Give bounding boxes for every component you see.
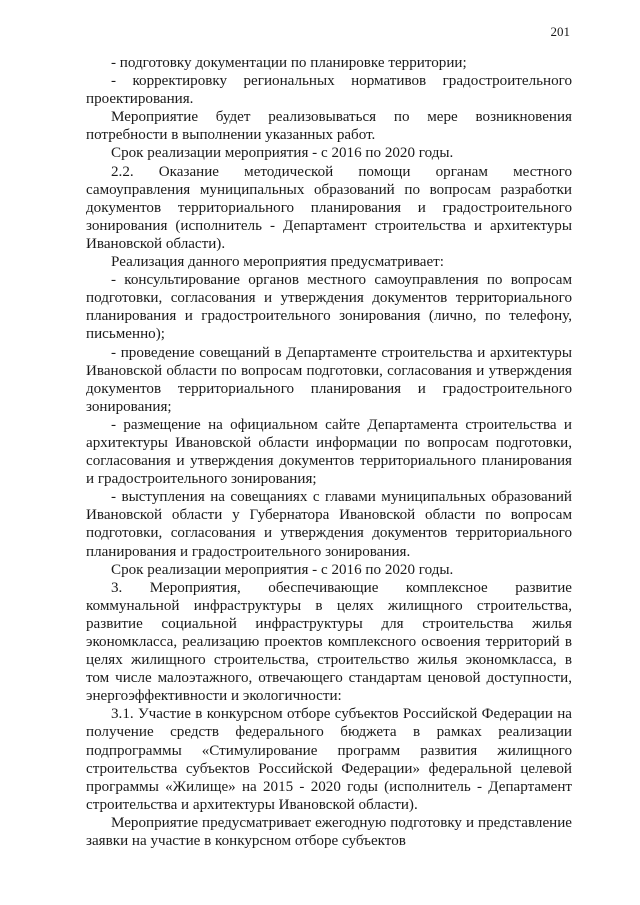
paragraph: Мероприятие будет реализовываться по мере возникновения потребности в выполнении указанных работ. [86,109,572,144]
paragraph: Срок реализации мероприятия - с 2016 по 2020 годы. [111,145,454,162]
paragraph: - консультирование органов местного самоуправления по вопросам подготовки, согласования и утверждения документов территориального планирования и градостроительного зонирования (лично, по телефону, письменно); [86,272,572,343]
paragraph: 3.1. Участие в конкурсном отборе субъектов Российской Федерации на получение средств федерального бюджета в рамках реализации подпрограммы «Стимулирование программ развития жилищного строительства субъектов Российской Федерации» федеральной целевой программы «Жилище» на 2015 - 2020 годы (исполнитель - Департамент строительства и архитектуры Ивановской области). [86,706,572,813]
document-body [86,54,572,850]
page-number: 201 [550,24,570,39]
paragraph: - корректировку региональных нормативов градостроительного проектирования. [86,73,572,108]
paragraph: Мероприятие предусматривает ежегодную подготовку и представление заявки на участие в конкурсном отборе субъектов [86,814,572,850]
paragraph: 3. Мероприятия, обеспечивающие комплексное развитие коммунальной инфраструктуры в целях жилищного строительства, развитие социальной инфраструктуры для строительства жилья экономкласса, реализацию проектов комплексного освоения территорий в целях жилищного строительства, строительство жилья экономкласса, в том числе малоэтажного, отвечающего стандартам ценовой доступности, энергоэффективности и экологичности: [86,579,572,705]
paragraph: - подготовку документации по планировке территории; [111,55,467,71]
paragraph: - выступления на совещаниях с главами муниципальных образований Ивановской области у Губернатора Ивановской области по вопросам подготовки, согласования и утверждения документов территориального планирования и градостроительного зонирования. [86,489,572,560]
paragraph: 2.2. Оказание методической помощи органам местного самоуправления муниципальных образований по вопросам разработки документов территориального планирования и градостроительного зонирования (исполнитель - Департамент строительства и архитектуры Ивановской области). [86,163,572,252]
paragraph: - проведение совещаний в Департаменте строительства и архитектуры Ивановской области по вопросам подготовки, согласования и утверждения документов территориального планирования и градостроительного зонирования; [86,344,572,415]
paragraph: Реализация данного мероприятия предусматривает: [111,254,444,271]
paragraph: Срок реализации мероприятия - с 2016 по 2020 годы. [111,561,454,578]
paragraph: - размещение на официальном сайте Департамента строительства и архитектуры Ивановской области информации по вопросам подготовки, согласования и утверждения документов территориального планирования и градостроительного зонирования; [86,416,572,488]
